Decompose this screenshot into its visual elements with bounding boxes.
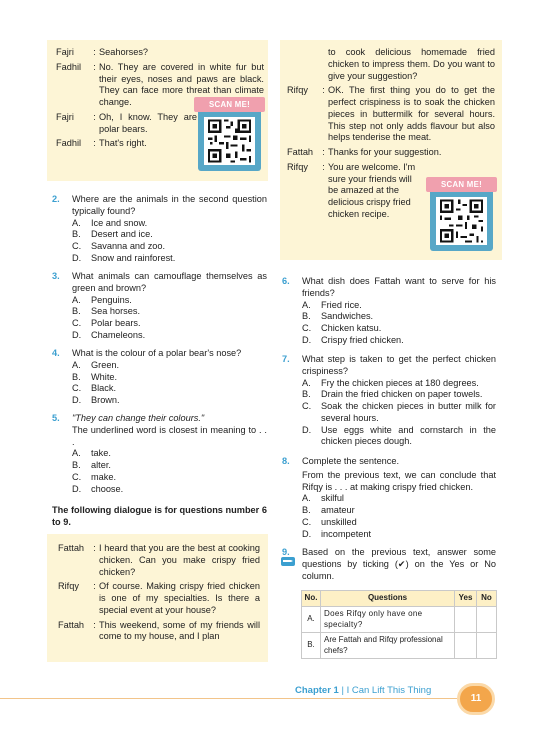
option-text: White. bbox=[91, 371, 118, 382]
table-header-no: No. bbox=[302, 591, 321, 607]
question-stem: Where are the animals in the second question typically found? bbox=[72, 194, 267, 216]
option-letter: C. bbox=[72, 318, 82, 329]
question-number: 4. bbox=[52, 348, 60, 358]
option-letter: D. bbox=[72, 329, 82, 340]
dialog-text: Thanks for your suggestion. bbox=[328, 147, 442, 158]
option[interactable] bbox=[282, 311, 496, 323]
option[interactable] bbox=[52, 360, 267, 372]
option[interactable] bbox=[52, 372, 267, 384]
dialog-line: Fajri : Oh, I know. They are polar bears. bbox=[56, 111, 197, 134]
option-letter: B. bbox=[72, 460, 81, 471]
speaker: Rifqy bbox=[58, 581, 79, 592]
option-letter: A. bbox=[72, 294, 81, 305]
option-letter: D. bbox=[302, 334, 312, 345]
option[interactable] bbox=[52, 472, 267, 484]
dialog-line: Fattah : This weekend, some of my friends will come to my house, and I plan bbox=[58, 619, 260, 642]
option-text: Sea horses. bbox=[91, 306, 141, 317]
dialog-text: Of course. Making crispy fried chicken is one of my specialties. Is there a special event at your house? bbox=[99, 581, 260, 615]
option[interactable] bbox=[282, 401, 496, 425]
speaker: Fadhil bbox=[56, 138, 82, 149]
option-text: Green. bbox=[91, 359, 120, 370]
question-5 bbox=[52, 413, 267, 495]
question-stem: Complete the sentence. bbox=[302, 456, 400, 466]
option-letter: A. bbox=[72, 448, 81, 459]
option-letter: B. bbox=[302, 311, 311, 322]
option[interactable] bbox=[52, 218, 267, 230]
question-stem: The underlined word is closest in meaning to . . . bbox=[72, 424, 267, 447]
option-letter: D. bbox=[72, 483, 82, 494]
dialog-text-content: No. They are covered in white fur but their eyes, noses and paws are black. They can face more threat than climate change. bbox=[99, 61, 264, 108]
option[interactable] bbox=[52, 448, 267, 460]
option-text: choose. bbox=[91, 483, 124, 494]
question-number: 9. bbox=[282, 547, 290, 557]
option-text: alter. bbox=[91, 460, 111, 471]
yes-no-table bbox=[301, 590, 497, 659]
option[interactable] bbox=[52, 318, 267, 330]
option[interactable] bbox=[52, 484, 267, 496]
option-letter: A. bbox=[302, 299, 311, 310]
option[interactable] bbox=[282, 493, 496, 505]
question-number: 7. bbox=[282, 354, 290, 364]
option-letter: C. bbox=[72, 383, 82, 394]
dialog-line: Fattah : Thanks for your suggestion. bbox=[287, 147, 495, 159]
option[interactable] bbox=[52, 395, 267, 407]
question-6 bbox=[282, 276, 496, 347]
option-text: Fried rice. bbox=[321, 299, 362, 310]
chapter-title: I Can Lift This Thing bbox=[346, 685, 432, 696]
option-letter: D. bbox=[302, 424, 312, 435]
dialog-line: Fattah : I heard that you are the best at cooking chicken. Can you make crispy fried chicken? bbox=[58, 543, 260, 577]
scan-me-label: SCAN ME! bbox=[194, 97, 265, 112]
question-3 bbox=[52, 271, 267, 342]
option-letter: C. bbox=[72, 471, 82, 482]
table-row bbox=[302, 633, 497, 659]
footer-separator: | bbox=[341, 685, 344, 696]
option-letter: B. bbox=[72, 306, 81, 317]
no-checkbox[interactable] bbox=[477, 607, 497, 633]
option[interactable] bbox=[52, 229, 267, 241]
option[interactable] bbox=[52, 383, 267, 395]
dialog-line: Fadhil : That's right. bbox=[56, 138, 264, 150]
option-letter: A. bbox=[72, 217, 81, 228]
scan-me-label: SCAN ME! bbox=[426, 177, 497, 192]
option[interactable] bbox=[282, 378, 496, 390]
qr-code-badge[interactable] bbox=[198, 100, 261, 171]
option-text: skilful bbox=[321, 493, 344, 504]
option[interactable] bbox=[52, 330, 267, 342]
option-text: Ice and snow. bbox=[91, 217, 148, 228]
question-number: 8. bbox=[282, 456, 290, 466]
dialog-line: Rifqy : You are welcome. I'm sure your friends will be amazed at the delicious crispy fried chicken recipe. bbox=[287, 162, 495, 221]
option-letter: D. bbox=[72, 252, 82, 263]
dialog-line: Rifqy : OK. The first thing you do to get the perfect crispiness is to soak the chicken pieces in buttermilk for several hours. This step not only adds flavour but also helps tenderise the meat. bbox=[287, 85, 495, 143]
option[interactable] bbox=[282, 300, 496, 312]
row-number: B. bbox=[302, 633, 321, 659]
question-stem: What step is taken to get the perfect chicken crispiness? bbox=[302, 354, 496, 376]
question-7 bbox=[282, 354, 496, 448]
option-letter: A. bbox=[72, 359, 81, 370]
question-number: 6. bbox=[282, 276, 290, 286]
row-question: Are Fattah and Rifqy professional chefs? bbox=[321, 633, 455, 659]
option-text: Crispy fried chicken. bbox=[321, 334, 404, 345]
question-9 bbox=[282, 547, 496, 582]
dialog-text: That's right. bbox=[99, 138, 147, 149]
yes-checkbox[interactable] bbox=[455, 607, 477, 633]
option[interactable] bbox=[282, 517, 496, 529]
speaker: Fattah bbox=[58, 543, 85, 553]
question-stem-detail: From the previous text, we can conclude that Rifqy is . . . at making crispy fried chicken. bbox=[302, 469, 496, 492]
table-header-no-answer: No bbox=[477, 591, 497, 607]
question-number: 3. bbox=[52, 271, 60, 281]
option-text: Fry the chicken pieces at 180 degrees. bbox=[321, 377, 479, 388]
question-stem: What dish does Fattah want to serve for his friends? bbox=[302, 276, 496, 298]
option-text: Chicken katsu. bbox=[321, 323, 382, 334]
option[interactable] bbox=[52, 295, 267, 307]
option-text: Drain the fried chicken on paper towels. bbox=[321, 389, 483, 400]
option[interactable] bbox=[282, 505, 496, 517]
option-text: Chameleons. bbox=[91, 329, 146, 340]
page-number: 11 bbox=[457, 683, 495, 715]
option-text: Savanna and zoo. bbox=[91, 241, 166, 252]
question-number: 2. bbox=[52, 194, 60, 204]
yes-checkbox[interactable] bbox=[455, 633, 477, 659]
speaker: Fajri bbox=[56, 47, 74, 57]
option[interactable] bbox=[52, 460, 267, 472]
question-number: 5. bbox=[52, 413, 60, 423]
option-letter: A. bbox=[302, 493, 311, 504]
dialog-text: This weekend, some of my friends will come to my house, and I plan bbox=[99, 619, 260, 642]
dialog-text: Seahorses? bbox=[99, 47, 149, 57]
dialog-text: I heard that you are the best at cooking chicken. Can you make crispy fried chicken? bbox=[99, 543, 260, 577]
option-text: make. bbox=[91, 471, 117, 482]
option-text: take. bbox=[91, 448, 111, 459]
option-letter: D. bbox=[302, 528, 312, 539]
option-text: Brown. bbox=[91, 395, 120, 406]
option-letter: B. bbox=[302, 389, 311, 400]
option-letter: C. bbox=[302, 323, 312, 334]
dialog-text: Oh, I know. They are polar bears. bbox=[99, 111, 197, 134]
question-quote: "They can change their colours." bbox=[72, 413, 205, 423]
option[interactable] bbox=[282, 323, 496, 335]
dialog-line bbox=[287, 47, 495, 82]
option[interactable] bbox=[282, 335, 496, 347]
speaker: Rifqy bbox=[287, 161, 308, 172]
no-checkbox[interactable] bbox=[477, 633, 497, 659]
option-letter: A. bbox=[302, 377, 311, 388]
instruction-text: The following dialogue is for questions number 6 to 9. bbox=[52, 505, 267, 527]
dialog-text: to cook delicious homemade fried chicken to impress them. Do you want to give your suggestion? bbox=[328, 47, 495, 81]
dialog-line: Rifqy : Of course. Making crispy fried chicken is one of my specialties. Is there a special event at your house? bbox=[58, 581, 260, 615]
table-header-yes: Yes bbox=[455, 591, 477, 607]
row-question: Does Rifqy only have one specialty? bbox=[321, 607, 455, 633]
option-text: incompetent bbox=[321, 528, 372, 539]
option-letter: C. bbox=[72, 241, 82, 252]
option-text: Snow and rainforest. bbox=[91, 252, 176, 263]
qr-code-badge[interactable] bbox=[430, 180, 493, 251]
qr-code-icon bbox=[436, 197, 487, 245]
option-letter: C. bbox=[302, 516, 312, 527]
option[interactable] bbox=[282, 389, 496, 401]
chapter-label: Chapter 1 bbox=[295, 685, 339, 696]
row-number: A. bbox=[302, 607, 321, 633]
option-text: Black. bbox=[91, 383, 117, 394]
dialog-text: OK. The first thing you do to get the perfect crispiness is to soak the chicken pieces in buttermilk for several hours. This step not only adds flavour but also helps tenderise the meat. bbox=[328, 85, 495, 143]
question-8 bbox=[282, 456, 496, 540]
speaker: Fajri bbox=[56, 111, 74, 122]
question-stem: What animals can camouflage themselves as green and brown? bbox=[72, 271, 267, 293]
dialog-line: Fajri : Seahorses? bbox=[56, 47, 264, 59]
dialog-text: You are welcome. I'm sure your friends will be amazed at the delicious crispy fried chicken recipe. bbox=[328, 161, 416, 219]
option-text: unskilled bbox=[321, 516, 357, 527]
option-letter: C. bbox=[302, 401, 312, 412]
question-stem: What is the colour of a polar bear's nose? bbox=[72, 348, 242, 358]
option-text: amateur bbox=[321, 505, 355, 516]
footer-rule bbox=[0, 698, 457, 699]
option-text: Polar bears. bbox=[91, 318, 141, 329]
speaker: Fadhil bbox=[56, 61, 82, 72]
option-text: Penguins. bbox=[91, 294, 132, 305]
table-header-questions: Questions bbox=[321, 591, 455, 607]
option-letter: B. bbox=[302, 505, 311, 516]
option-text: Soak the chicken pieces in butter milk for several hours. bbox=[321, 401, 496, 423]
dialog-line: Fadhil : No. They are covered in white fur but their eyes, noses and paws are black. They can face more threat than climate change. bbox=[56, 61, 264, 108]
option-text: Desert and ice. bbox=[91, 229, 153, 240]
option-text: Sandwiches. bbox=[321, 311, 374, 322]
option-text: Use eggs white and cornstarch in the chicken pieces dough. bbox=[321, 424, 496, 447]
option[interactable] bbox=[52, 306, 267, 318]
speaker: Fattah bbox=[58, 619, 85, 630]
table-row bbox=[302, 607, 497, 633]
speaker: Rifqy bbox=[287, 85, 308, 96]
option-letter: B. bbox=[72, 229, 81, 240]
option-letter: B. bbox=[72, 371, 81, 382]
speaker: Fattah bbox=[287, 147, 314, 158]
pencil-icon bbox=[281, 557, 295, 566]
option[interactable] bbox=[52, 241, 267, 253]
option[interactable] bbox=[282, 529, 496, 541]
question-2 bbox=[52, 194, 267, 265]
qr-code-icon bbox=[204, 117, 255, 165]
option-letter: D. bbox=[72, 395, 82, 406]
option[interactable] bbox=[52, 253, 267, 265]
dialog-bottom-left bbox=[58, 543, 260, 646]
question-stem: Based on the previous text, answer some questions by ticking (✔) on the Yes or No column. bbox=[302, 547, 496, 581]
option[interactable] bbox=[282, 425, 496, 449]
footer bbox=[295, 685, 431, 697]
question-4 bbox=[52, 348, 267, 407]
